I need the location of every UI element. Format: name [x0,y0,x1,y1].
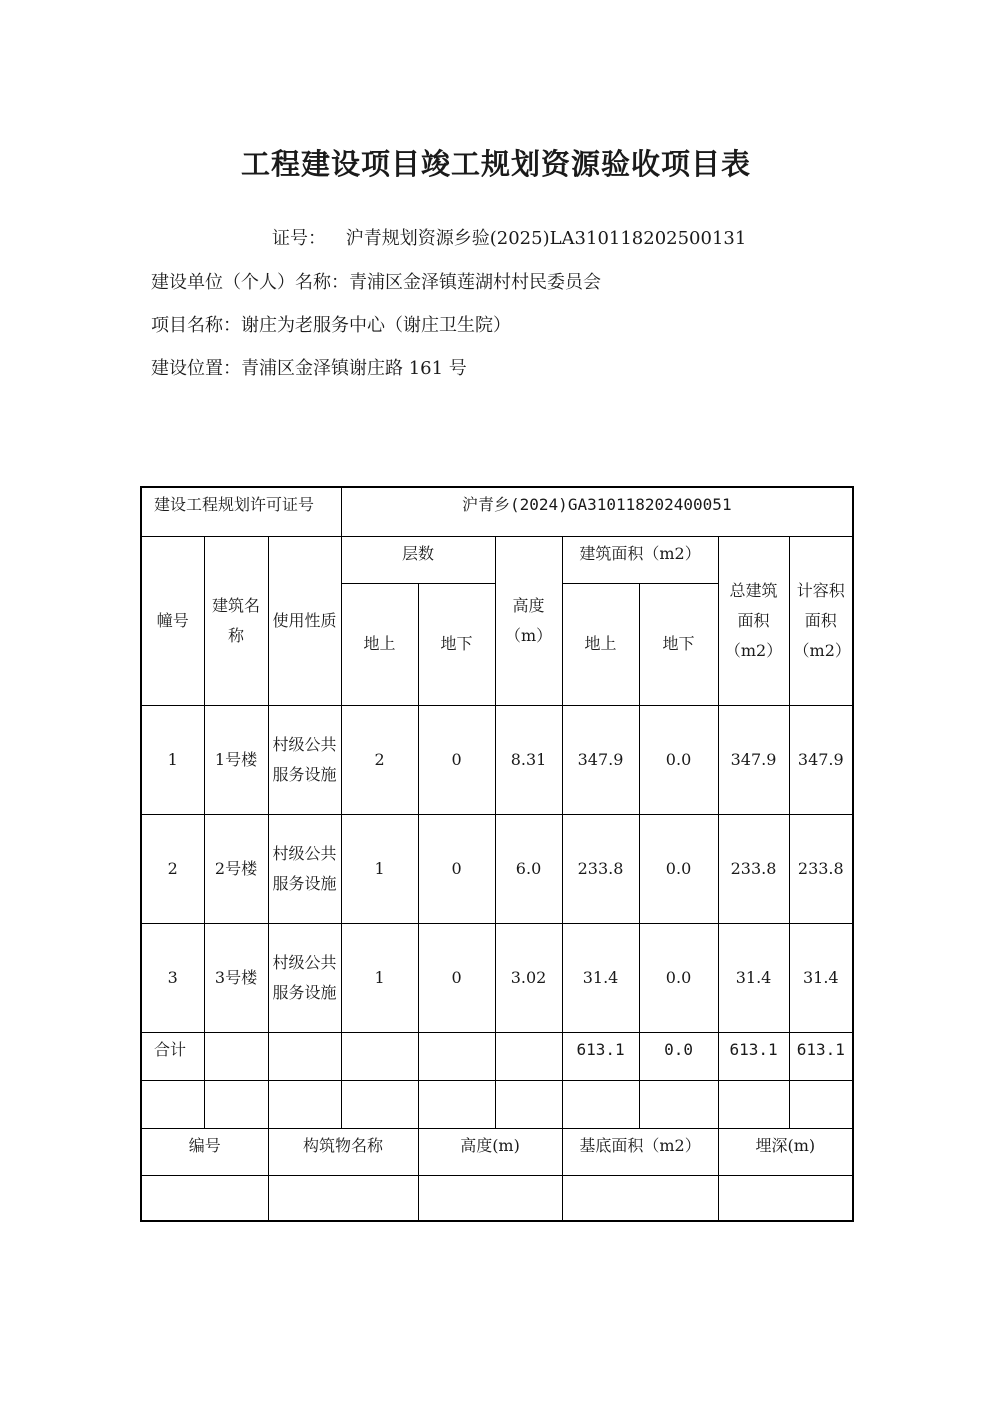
project-line [151,311,511,337]
structure-header-base-area: 基底面积（m2） [562,1128,718,1175]
empty-cell [341,1080,418,1128]
row-total: 233.8 [718,814,789,923]
structure-header-row [141,1128,853,1175]
empty-cell [341,1032,418,1080]
unit-line [151,268,601,294]
header-height: 高度（m） [495,536,562,705]
header-building-name: 建筑名称 [204,536,268,705]
header-area-below: 地下 [639,583,718,705]
row-no: 3 [141,923,204,1032]
empty-cell [204,1032,268,1080]
empty-cell [562,1080,639,1128]
unit-value: 青浦区金泽镇莲湖村村民委员会 [349,272,601,293]
empty-cell [204,1080,268,1128]
cert-value: 沪青规划资源乡验(2025)LA310118202500131 [345,228,747,249]
row-total: 31.4 [718,923,789,1032]
row-name: 3号楼 [204,923,268,1032]
location-line [151,354,467,380]
header-area-above: 地上 [562,583,639,705]
row-area-above: 31.4 [562,923,639,1032]
page-title: 工程建设项目竣工规划资源验收项目表 [240,147,751,181]
header-row-1 [141,536,853,583]
row-use: 村级公共服务设施 [268,705,341,814]
row-name: 1号楼 [204,705,268,814]
empty-cell [141,1175,268,1221]
row-no: 2 [141,814,204,923]
structure-header-height: 高度(m) [418,1128,562,1175]
header-total-area: 总建筑面积（m2） [718,536,789,705]
empty-cell [268,1032,341,1080]
row-area-above: 347.9 [562,705,639,814]
row-area-below: 0.0 [639,705,718,814]
structure-header-no: 编号 [141,1128,268,1175]
permit-value: 沪青乡(2024)GA310118202400051 [341,487,853,536]
empty-cell [268,1175,418,1221]
empty-cell [495,1080,562,1128]
row-height: 6.0 [495,814,562,923]
row-floors-below: 0 [418,705,495,814]
total-far: 613.1 [789,1032,853,1080]
header-building-no: 幢号 [141,536,204,705]
row-floors-below: 0 [418,923,495,1032]
row-height: 3.02 [495,923,562,1032]
row-far: 31.4 [789,923,853,1032]
header-floors-above: 地上 [341,583,418,705]
acceptance-table [140,486,854,1222]
row-floors-above: 1 [341,814,418,923]
empty-cell [562,1175,718,1221]
empty-cell [141,1080,204,1128]
table-row [141,705,853,814]
total-area-below: 0.0 [639,1032,718,1080]
empty-cell [789,1080,853,1128]
table-row [141,814,853,923]
location-label: 建设位置： [151,358,241,379]
cert-label: 证号： [272,228,326,249]
row-height: 8.31 [495,705,562,814]
project-value: 谢庄为老服务中心（谢庄卫生院） [241,315,511,336]
total-label: 合计 [141,1032,204,1080]
row-use: 村级公共服务设施 [268,814,341,923]
blank-row [141,1080,853,1128]
header-area: 建筑面积（m2） [562,536,718,583]
empty-cell [268,1080,341,1128]
empty-cell [418,1080,495,1128]
total-area-above: 613.1 [562,1032,639,1080]
empty-cell [418,1032,495,1080]
row-total: 347.9 [718,705,789,814]
empty-cell [718,1175,853,1221]
empty-cell [418,1175,562,1221]
row-area-below: 0.0 [639,923,718,1032]
header-use: 使用性质 [268,536,341,705]
empty-cell [718,1080,789,1128]
row-name: 2号楼 [204,814,268,923]
row-use: 村级公共服务设施 [268,923,341,1032]
row-no: 1 [141,705,204,814]
row-area-above: 233.8 [562,814,639,923]
permit-label: 建设工程规划许可证号 [141,487,341,536]
empty-cell [639,1080,718,1128]
structure-header-name: 构筑物名称 [268,1128,418,1175]
row-far: 347.9 [789,705,853,814]
header-floors: 层数 [341,536,495,583]
total-row [141,1032,853,1080]
structure-header-depth: 埋深(m) [718,1128,853,1175]
structure-blank-row [141,1175,853,1221]
total-total: 613.1 [718,1032,789,1080]
row-area-below: 0.0 [639,814,718,923]
unit-label: 建设单位（个人）名称： [151,272,349,293]
header-floors-below: 地下 [418,583,495,705]
row-floors-above: 2 [341,705,418,814]
header-far-area: 计容积面积（m2） [789,536,853,705]
empty-cell [495,1032,562,1080]
table-row [141,923,853,1032]
cert-line [272,224,746,250]
row-far: 233.8 [789,814,853,923]
row-floors-above: 1 [341,923,418,1032]
project-label: 项目名称： [151,315,241,336]
row-floors-below: 0 [418,814,495,923]
permit-row [141,487,853,536]
location-value: 青浦区金泽镇谢庄路 161 号 [241,358,467,379]
